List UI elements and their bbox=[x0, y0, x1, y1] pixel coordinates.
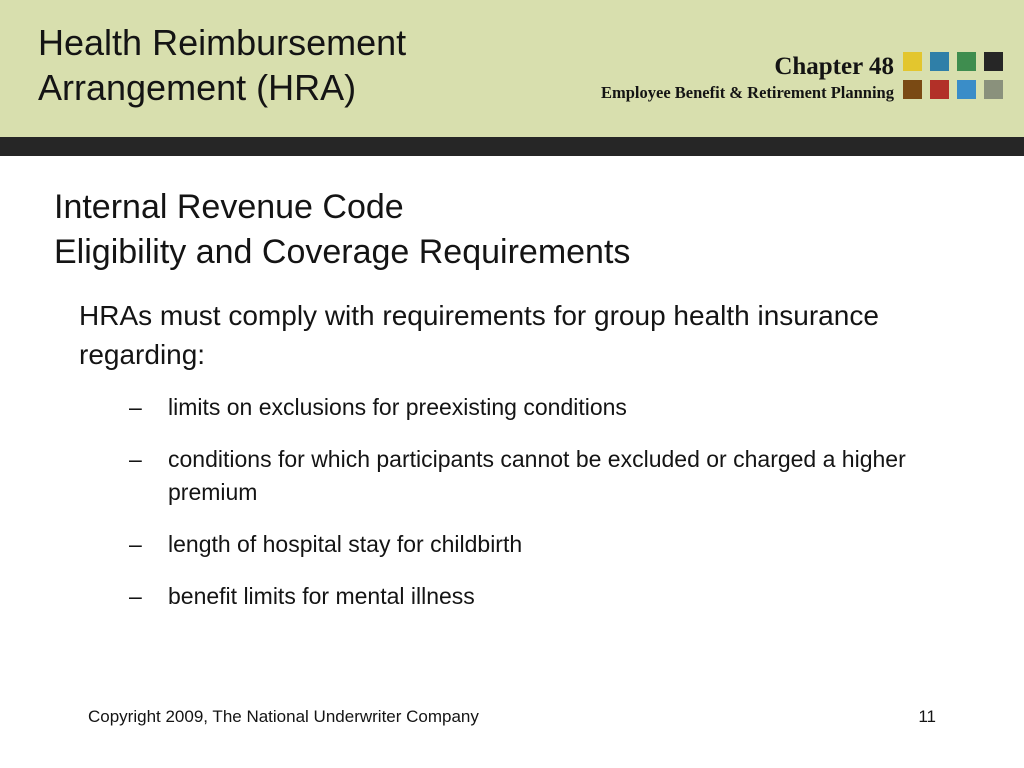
bullet-text: benefit limits for mental illness bbox=[168, 583, 475, 609]
decorative-squares bbox=[903, 52, 1007, 104]
slide-header bbox=[0, 0, 1024, 137]
section-heading bbox=[54, 185, 630, 275]
decor-square-yellow bbox=[903, 52, 922, 71]
chapter-label: Chapter 48 bbox=[774, 53, 894, 80]
bullet-list bbox=[127, 391, 927, 632]
bullet-text: conditions for which participants cannot be excluded or charged a higher premium bbox=[168, 446, 906, 505]
section-heading-line-1: Internal Revenue Code bbox=[54, 188, 404, 226]
intro-text: HRAs must comply with requirements for group health insurance regarding: bbox=[79, 300, 879, 370]
bullet-marker: – bbox=[129, 583, 142, 609]
bullet-item bbox=[127, 528, 927, 561]
bullet-item bbox=[127, 391, 927, 424]
decor-square-gray bbox=[984, 80, 1003, 99]
chapter-subtitle: Employee Benefit & Retirement Planning bbox=[601, 83, 894, 102]
footer-copyright: Copyright 2009, The National Underwriter Company bbox=[88, 707, 479, 726]
decor-square-brown bbox=[903, 80, 922, 99]
bullet-item bbox=[127, 443, 927, 509]
bullet-text: limits on exclusions for preexisting conditions bbox=[168, 394, 627, 420]
decor-square-light-blue bbox=[957, 80, 976, 99]
decor-square-red bbox=[930, 80, 949, 99]
slide-title bbox=[38, 20, 406, 110]
bullet-item bbox=[127, 580, 927, 613]
page-number: 11 bbox=[918, 707, 936, 726]
bullet-text: length of hospital stay for childbirth bbox=[168, 531, 523, 557]
decor-square-black bbox=[984, 52, 1003, 71]
bullet-marker: – bbox=[129, 531, 142, 557]
section-heading-line-2: Eligibility and Coverage Requirements bbox=[54, 233, 631, 271]
decor-square-green bbox=[957, 52, 976, 71]
chapter-block bbox=[601, 52, 894, 104]
bullet-marker: – bbox=[129, 394, 142, 420]
slide-title-line-1: Health Reimbursement bbox=[38, 22, 407, 63]
slide-title-line-2: Arrangement (HRA) bbox=[38, 67, 357, 108]
header-divider bbox=[0, 137, 1024, 156]
decor-square-blue bbox=[930, 52, 949, 71]
bullet-marker: – bbox=[129, 446, 142, 472]
